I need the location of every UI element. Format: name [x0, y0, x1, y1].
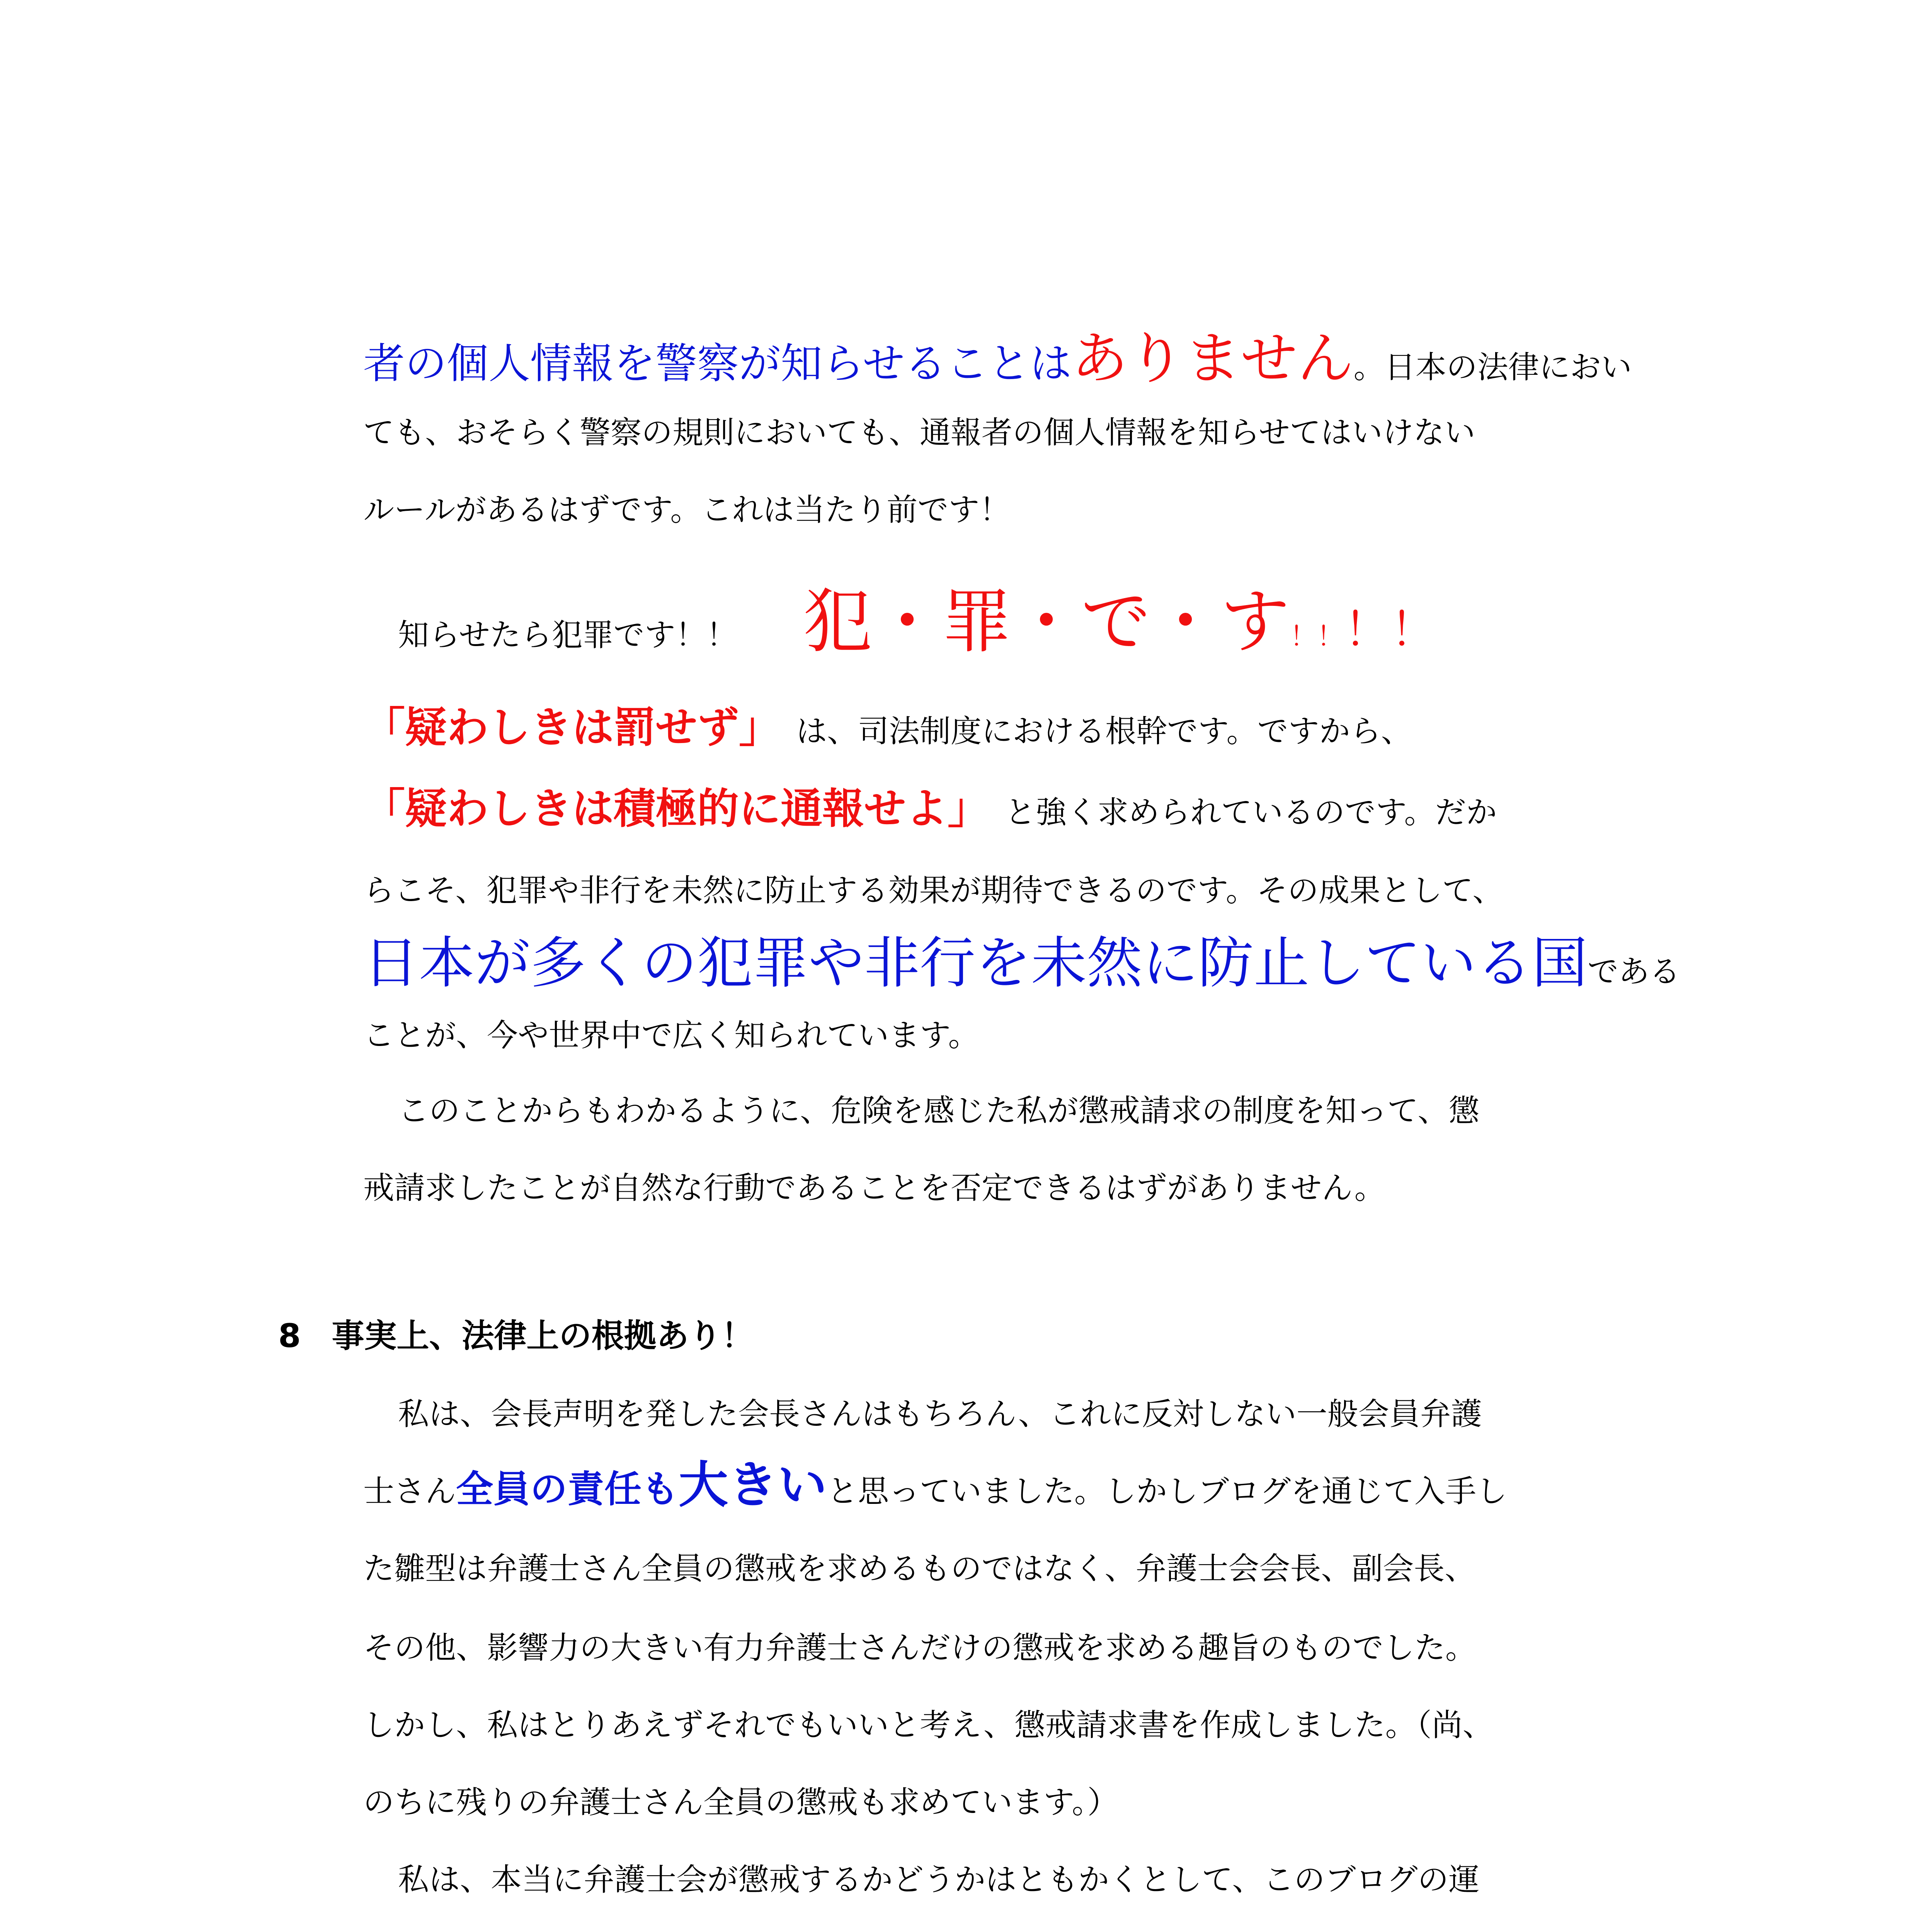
section-title: 事実上、法律上の根拠あり！	[332, 1317, 754, 1355]
highlight-blue: 全員の責任も	[456, 1468, 679, 1511]
text-line: ルールがあるはずです。これは当たり前です！	[363, 492, 1011, 528]
text-line	[363, 785, 1497, 833]
highlight-red-small: ！！	[1290, 621, 1344, 652]
text-line: 私は、会長声明を発した会長さんはもちろん、これに反対しない一般会員弁護	[398, 1396, 1482, 1432]
body-text: は、司法制度における根幹です。ですから、	[796, 713, 1412, 749]
body-text: と強く求められているのです。だか	[1005, 794, 1497, 830]
text-line	[363, 326, 1632, 391]
text-line: らこそ、犯罪や非行を未然に防止する効果が期待できるのです。その成果として、	[363, 872, 1504, 908]
text-line	[363, 704, 1412, 752]
section-number: 8	[278, 1317, 301, 1355]
text-line: しかし、私はとりあえずそれでもいいと考え、懲戒請求書を作成しました。（尚、	[363, 1707, 1494, 1743]
text-line: 戒請求したことが自然な行動であることを否定できるはずがありません。	[363, 1170, 1385, 1206]
text-line: 私は、本当に弁護士会が懲戒するかどうかはともかくとして、このブログの運	[398, 1862, 1480, 1898]
section-heading	[278, 1317, 754, 1355]
highlight-blue: 日本が多くの犯罪や非行を未然に防止している国	[363, 930, 1588, 995]
text-line: た雛型は弁護士さん全員の懲戒を求めるものではなく、弁護士会会長、副会長、	[363, 1551, 1476, 1587]
text-line: その他、影響力の大きい有力弁護士さんだけの懲戒を求める趣旨のものでした。	[363, 1630, 1476, 1666]
text-line: のちに残りの弁護士さん全員の懲戒も求めています。）	[363, 1784, 1118, 1820]
highlight-red: ！！	[1344, 603, 1437, 657]
body-text: 士さん	[363, 1473, 456, 1509]
text-line: ても、おそらく警察の規則においても、通報者の個人情報を知らせてはいけない	[363, 415, 1475, 451]
text-line	[363, 1456, 1508, 1514]
highlight-red: 「疑わしきは積極的に通報せよ」	[363, 785, 990, 833]
text-line: このことからもわかるように、危険を感じた私が懲戒請求の制度を知って、懲	[398, 1093, 1480, 1129]
highlight-red: 犯・罪・で・す	[803, 582, 1290, 662]
body-text: 知らせたら犯罪です！！	[398, 617, 737, 653]
highlight-blue: 者の個人情報を警察が知らせることは	[363, 340, 1072, 388]
highlight-red: ありません	[1071, 326, 1354, 391]
highlight-red: 「疑わしきは罰せず」	[363, 704, 781, 752]
text-line	[398, 582, 1437, 662]
body-text: である	[1588, 954, 1681, 990]
text-line: ことが、今や世界中で広く知られています。	[363, 1017, 979, 1053]
body-text: 。日本の法律におい	[1353, 349, 1632, 385]
body-text: と思っていました。しかしブログを通じて入手し	[827, 1473, 1508, 1509]
text-line	[363, 930, 1681, 995]
highlight-blue: 大きい	[679, 1456, 827, 1514]
